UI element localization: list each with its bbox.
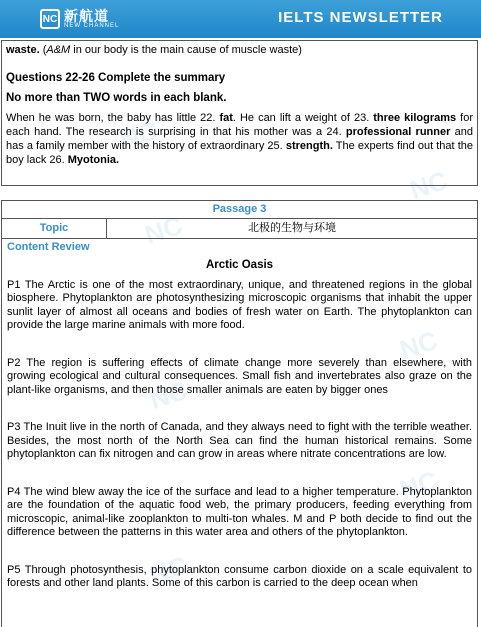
answer-text: professional runner	[345, 126, 451, 138]
watermark-logo-icon: NC	[146, 549, 192, 591]
content-review-label: Content Review	[7, 241, 90, 253]
paragraph-p2: P2 The region is suffering effects of climate change more severely than elsewhere, with growing ecological and cultural consequences. Small fish and invertebrates also graze on the plant-like organisms, and then those smaller animals are eaten by bigger ones	[7, 356, 472, 396]
summary-text: and has a family member with the history of extraordinary 25.	[6, 126, 473, 152]
content-review-section	[2, 239, 477, 616]
summary-text: When he was born, the baby has little 22.	[6, 112, 220, 124]
paragraph-p4: P4 The wind blew away the ice of the surface and lead to a higher temperature. Phytoplankton are the foundation of the aquatic food web, the primary producers, feeding everything from microscopic, animal-like zooplankton to multi-ton whales. M and P both decide to find out the difference between the patterns in this water area and others of the phytoplankton.	[7, 485, 472, 538]
brand-logo	[40, 6, 119, 32]
lead-line: waste. (A&M in our body is the main cause of muscle waste)	[6, 44, 302, 56]
passage-box	[1, 200, 478, 627]
watermark-logo-icon: NC	[396, 464, 442, 506]
summary-paragraph	[6, 111, 473, 167]
paragraph-p5: P5 Through photosynthesis, phytoplankton consume carbon dioxide on a scale equivalent to forests and other land plants. Some of this carbon is carried to the deep ocean when	[7, 563, 472, 589]
summary-text: for each hand. The research is surprising in that his mother was a 24.	[6, 112, 474, 138]
answer-text: fat	[219, 112, 233, 124]
header-title: IELTS NEWSLETTER	[278, 9, 443, 26]
topic-label: Topic	[2, 219, 107, 238]
watermark-logo-icon: NC	[146, 374, 192, 416]
logo-mark-icon: NC	[40, 9, 60, 29]
questions-heading: Questions 22-26 Complete the summary	[6, 72, 226, 84]
watermark-logo-icon: NC	[396, 324, 442, 366]
paragraph-p1: P1 The Arctic is one of the most extraordinary, unique, and threatened regions in the global biosphere. Phytoplankton are photosynthesizing microscopic organisms that inhabit the upper sunlit layer of almost all oceans and bodies of fresh water on Earth. The phytoplankton can provide the large marine animals with more food.	[7, 278, 472, 331]
answer-text: three kilograms	[373, 112, 457, 124]
newsletter-header	[0, 0, 481, 38]
answers-box	[1, 40, 478, 186]
paragraph-p3: P3 The Inuit live in the north of Canada, and they always need to fight with the terrible weather. Besides, the most north of the North Sea can find the human historical remains. Some phytoplankton can fix nitrogen and can grow in areas where nitrate concentrations are low.	[7, 421, 472, 460]
watermark-logo-icon: NC	[116, 114, 162, 156]
article-title: Arctic Oasis	[205, 259, 274, 271]
answer-text: strength.	[285, 140, 333, 152]
topic-row	[2, 219, 477, 239]
logo-cn-text: 新航道	[64, 7, 109, 24]
watermark-logo-icon: NC	[406, 164, 452, 206]
passage-label: Passage 3	[2, 201, 477, 219]
answer-text: Myotonia.	[67, 154, 120, 166]
summary-text: The experts find out that the boy lack 26.	[6, 140, 473, 166]
watermark-logo-icon: NC	[141, 209, 187, 251]
instruction-line: No more than TWO words in each blank.	[6, 92, 227, 104]
logo-en-text: NEW CHANNEL	[64, 22, 120, 29]
topic-value: 北极的生物与环境	[248, 222, 336, 234]
summary-text: . He can lift a weight of 23.	[232, 112, 374, 124]
